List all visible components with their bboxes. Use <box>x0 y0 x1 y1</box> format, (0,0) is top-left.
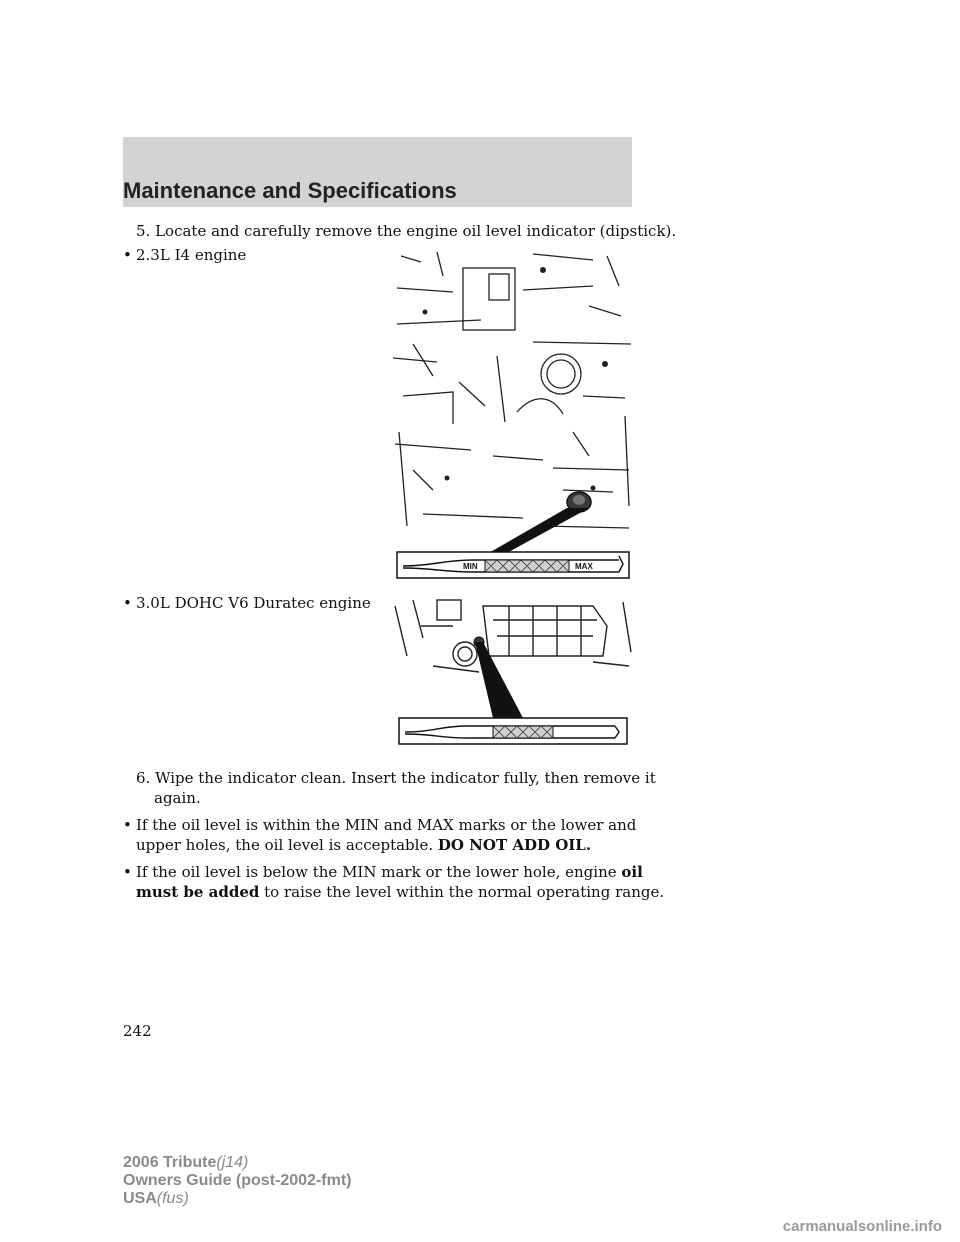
engine-2-3l-drawing <box>393 246 633 580</box>
engine-label-3-0l: 3.0L DOHC V6 Duratec engine <box>136 594 371 612</box>
dipstick-max-label: MAX <box>575 562 593 571</box>
engine-3-0l-drawing <box>393 596 633 752</box>
footer-region-code: (fus) <box>156 1190 189 1207</box>
footer-guide: Owners Guide (post-2002-fmt) <box>123 1172 352 1189</box>
step-5: 5. Locate and carefully remove the engine oil level indicator (dipstick). <box>136 222 677 240</box>
oil-emphasis: oil <box>621 863 643 881</box>
page-number: 242 <box>123 1022 152 1040</box>
bullet-icon: • <box>123 246 132 264</box>
footer-region: USA <box>123 1190 157 1207</box>
footer-model: 2006 Tribute <box>123 1154 217 1171</box>
bullet-1-line-1: If the oil level is within the MIN and MAX marks or the lower and <box>136 816 637 834</box>
footer-model-code: (j14) <box>216 1154 249 1171</box>
engine-2-3l-illustration <box>393 246 633 580</box>
watermark: carmanualsonline.info <box>782 1218 942 1235</box>
bullet-icon: • <box>123 863 132 881</box>
step-6-line-1: 6. Wipe the indicator clean. Insert the indicator fully, then remove it <box>136 769 656 787</box>
bullet-icon: • <box>123 816 132 834</box>
dipstick-min-label: MIN <box>463 562 478 571</box>
engine-3-0l-illustration <box>393 596 633 752</box>
step-6-line-2: again. <box>154 789 201 807</box>
bullet-1-line-2 <box>136 835 591 856</box>
bullet-2-text-end: to raise the level within the normal operating range. <box>259 883 665 901</box>
bullet-2-text: If the oil level is below the MIN mark or the lower hole, engine <box>136 863 622 881</box>
must-be-added-emphasis: must be added <box>136 883 260 901</box>
engine-label-2-3l: 2.3L I4 engine <box>136 246 247 264</box>
bullet-2-line-2 <box>136 882 664 903</box>
bullet-icon: • <box>123 594 132 612</box>
bullet-2-line-1 <box>136 862 643 883</box>
bullet-1-text: upper holes, the oil level is acceptable. <box>136 836 438 854</box>
do-not-add-oil-warning: DO NOT ADD OIL. <box>437 836 592 854</box>
document-footer <box>123 1154 351 1208</box>
section-title: Maintenance and Specifications <box>123 178 457 203</box>
